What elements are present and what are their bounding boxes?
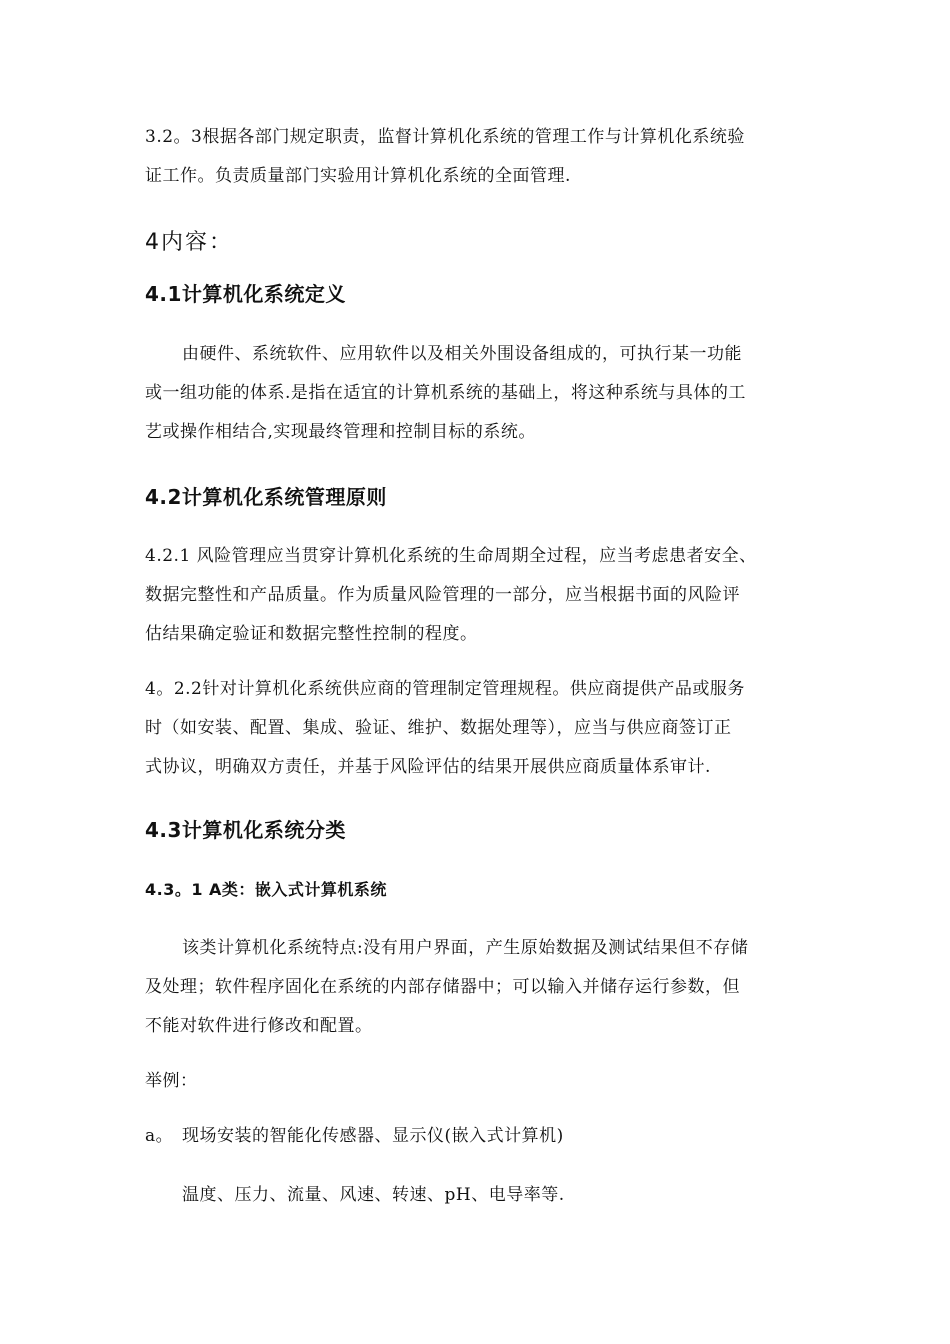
- text-line: 该类计算机化系统特点:没有用户界面，产生原始数据及测试结果但不存储: [182, 938, 749, 958]
- list-item: [145, 1117, 805, 1156]
- example-item-a-detail: [145, 1176, 805, 1215]
- text-line: 4.2.1 风险管理应当贯穿计算机化系统的生命周期全过程，应当考虑患者安全、: [145, 546, 757, 566]
- text-line: 举例：: [145, 1071, 198, 1091]
- text-line: 式协议，明确双方责任，并基于风险评估的结果开展供应商质量体系审计.: [145, 757, 711, 777]
- paragraph-4-2-2: [145, 670, 805, 787]
- text-line: 估结果确定验证和数据完整性控制的程度。: [145, 624, 478, 644]
- paragraph-3-2-3: [145, 118, 805, 196]
- section-4-3-1-heading: 4.3。1 A类：嵌入式计算机系统: [145, 880, 387, 899]
- section-4-2-heading: 4.2计算机化系统管理原则: [145, 485, 387, 509]
- list-item-text: 现场安装的智能化传感器、显示仪(嵌入式计算机): [182, 1126, 564, 1146]
- section-4-1-heading: 4.1计算机化系统定义: [145, 282, 346, 306]
- text-line: 艺或操作相结合,实现最终管理和控制目标的系统。: [145, 422, 536, 442]
- section-4-heading: 4内容：: [145, 230, 233, 255]
- paragraph-4-1-body: [145, 335, 805, 452]
- example-item-a: [145, 1117, 805, 1156]
- text-line: 温度、压力、流量、风速、转速、pH、电导率等.: [182, 1185, 565, 1205]
- text-line: 数据完整性和产品质量。作为质量风险管理的一部分，应当根据书面的风险评: [145, 585, 740, 605]
- paragraph-4-3-1-body: [145, 929, 805, 1046]
- text-line: 3.2。3根据各部门规定职责，监督计算机化系统的管理工作与计算机化系统验: [145, 127, 745, 147]
- text-line: 或一组功能的体系.是指在适宜的计算机系统的基础上，将这种系统与具体的工: [145, 383, 746, 403]
- example-label: [145, 1062, 805, 1101]
- list-marker: a。: [145, 1126, 174, 1146]
- text-line: 4。2.2针对计算机化系统供应商的管理制定管理规程。供应商提供产品或服务: [145, 679, 745, 699]
- text-line: 证工作。负责质量部门实验用计算机化系统的全面管理.: [145, 166, 571, 186]
- text-line: 由硬件、系统软件、应用软件以及相关外围设备组成的，可执行某一功能: [182, 344, 742, 364]
- text-line: 及处理；软件程序固化在系统的内部存储器中；可以输入并储存运行参数，但: [145, 977, 740, 997]
- text-line: 时（如安装、配置、集成、验证、维护、数据处理等），应当与供应商签订正: [145, 718, 732, 738]
- section-4-3-heading: 4.3计算机化系统分类: [145, 818, 346, 842]
- text-line: 不能对软件进行修改和配置。: [145, 1016, 373, 1036]
- paragraph-4-2-1: [145, 537, 805, 654]
